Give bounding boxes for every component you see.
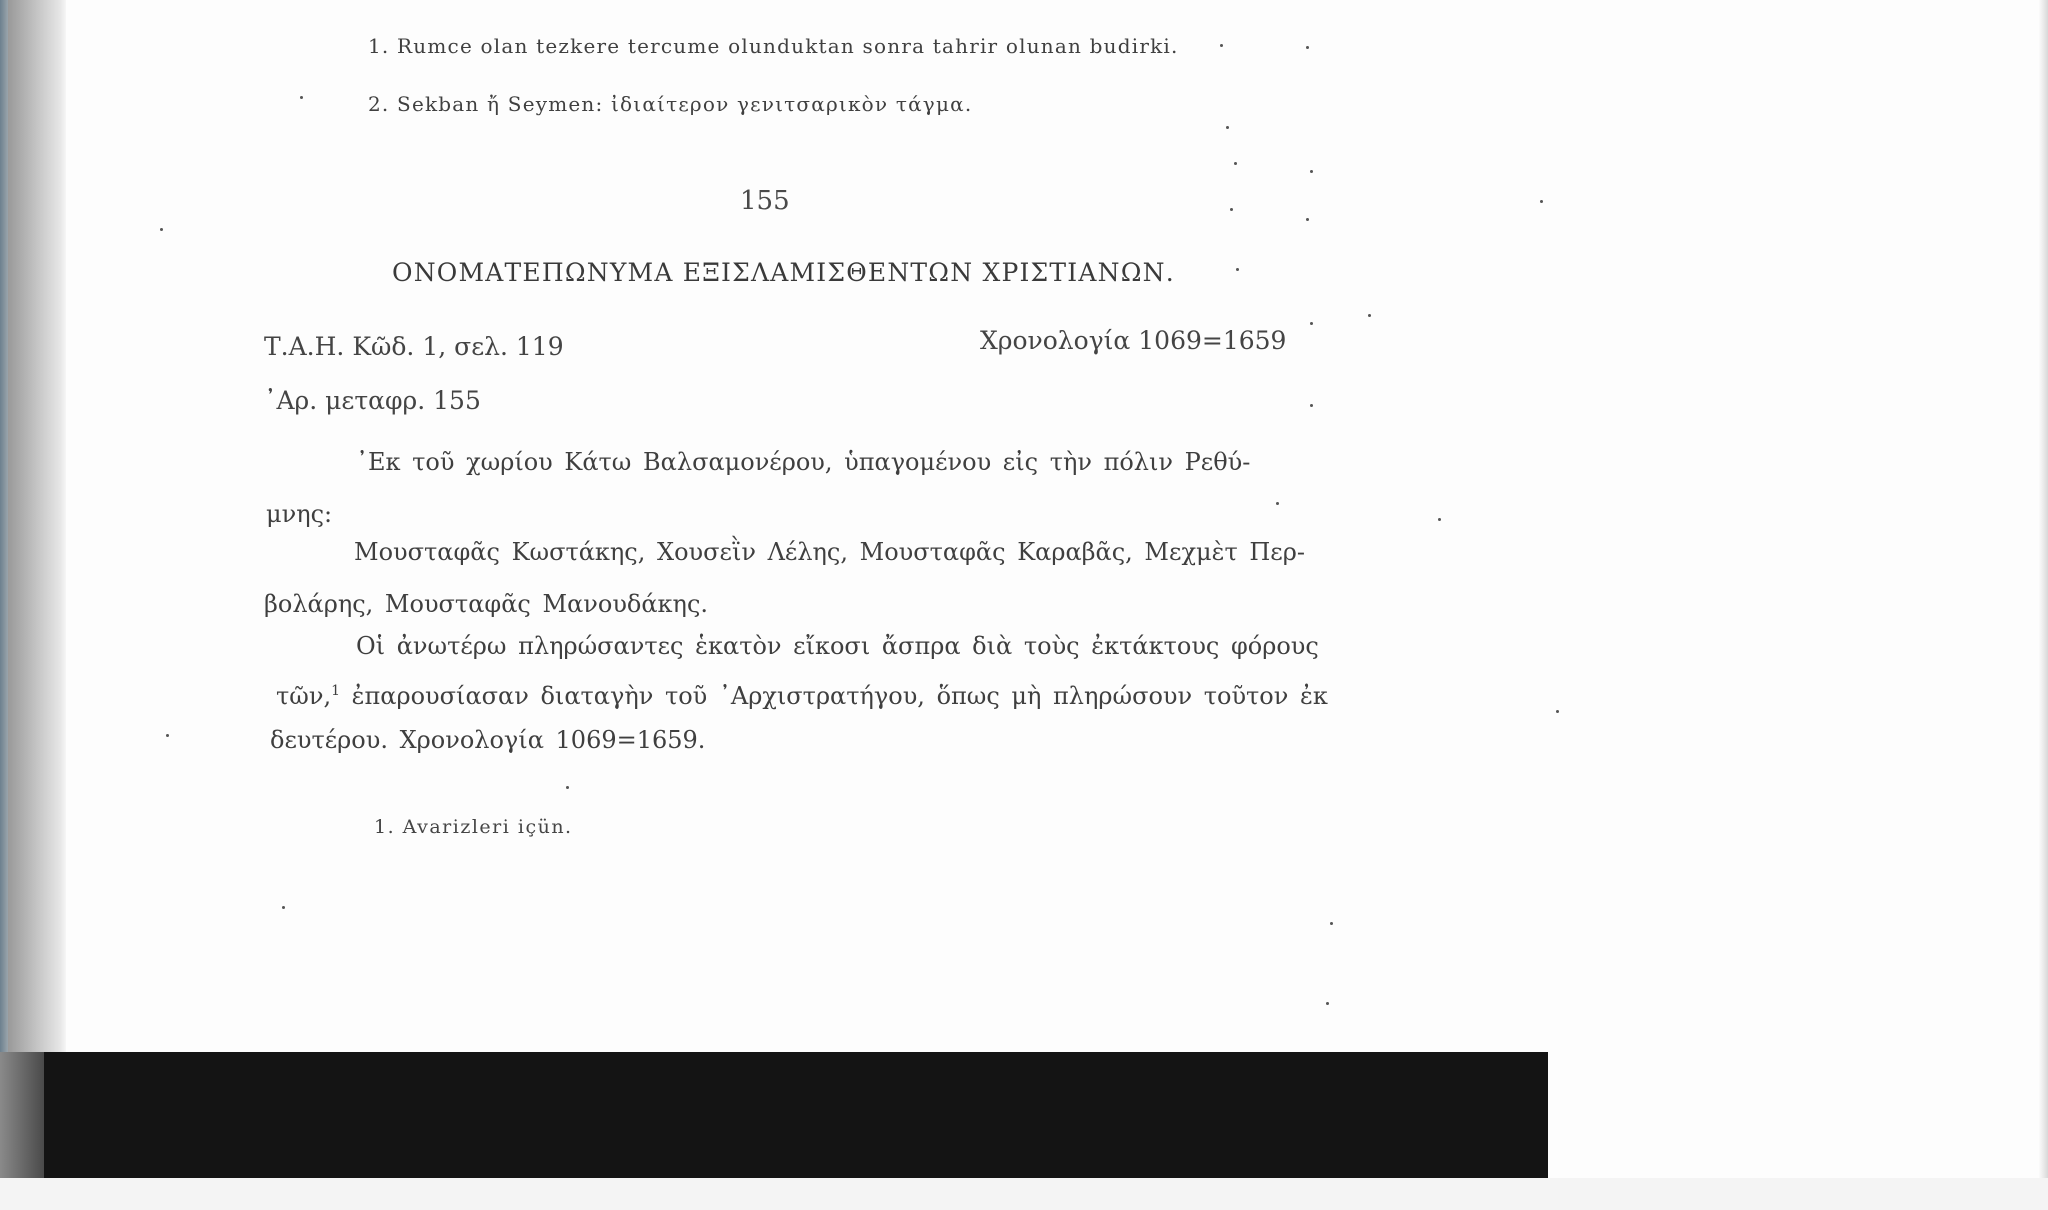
source-reference: Τ.Α.Η. Κῶδ. 1, σελ. 119	[264, 332, 564, 361]
paragraph-2-line-2-start: τῶν,	[276, 682, 332, 710]
scan-speck	[1330, 922, 1333, 925]
paragraph-1-line-1: ᾿Εκ τοῦ χωρίου Κάτω Βαλσαμονέρου, ὑπαγομένου εἰς τὴν πόλιν Ρεθύ-	[356, 448, 1251, 476]
scan-speck	[1230, 208, 1233, 211]
footnote-marker: 1	[331, 683, 340, 699]
scan-speck	[1234, 162, 1237, 165]
translation-number: ᾿Αρ. μεταφρ. 155	[264, 386, 481, 415]
document-title: ΟΝΟΜΑΤΕΠΩΝΥΜΑ ΕΞΙΣΛΑΜΙΣΘΕΝΤΩΝ ΧΡΙΣΤΙΑΝΩΝ.	[392, 258, 1175, 287]
scan-speck	[1368, 314, 1371, 317]
page-right-edge	[2038, 0, 2048, 1210]
scan-speck	[1556, 710, 1559, 713]
scan-speck	[1306, 46, 1309, 49]
names-line-1: Μουσταφᾶς Κωστάκης, Χουσεῒν Λέλης, Μουσταφᾶς Καραβᾶς, Μεχμὲτ Περ-	[354, 538, 1305, 566]
scan-speck	[1438, 518, 1441, 521]
scan-dark-band	[44, 1052, 1548, 1178]
paragraph-2-line-3: δευτέρου. Χρονολογία 1069=1659.	[270, 726, 706, 754]
scan-speck	[1326, 1002, 1329, 1005]
scan-speck	[160, 228, 163, 231]
scan-speck	[1220, 44, 1223, 47]
scan-speck	[1310, 322, 1313, 325]
names-line-2: βολάρης, Μουσταφᾶς Μανουδάκης.	[264, 590, 709, 618]
scan-speck	[300, 96, 303, 99]
book-binding-shadow	[0, 0, 66, 1210]
scan-speck	[1236, 268, 1239, 271]
footnote-bottom: 1. Avarizleri içün.	[374, 816, 573, 838]
paragraph-2-line-2	[276, 682, 1328, 710]
scan-speck	[1310, 170, 1313, 173]
scan-speck	[1540, 200, 1543, 203]
date-reference: Χρονολογία 1069=1659	[980, 326, 1287, 355]
paragraph-2-line-2-rest: ἐπαρουσίασαν διαταγὴν τοῦ ᾿Αρχιστρατήγου, ὅπως μὴ πληρώσουν τοῦτον ἐκ	[351, 682, 1328, 710]
scan-speck	[1226, 126, 1229, 129]
binding-edge	[0, 0, 8, 1210]
footnote-top-1: 1. Rumce olan tezkere tercume olunduktan sonra tahrir olunan budirki.	[368, 34, 1179, 58]
paragraph-1-line-2: μνης:	[266, 500, 333, 528]
scan-speck	[1276, 502, 1279, 505]
scan-bottom-strip	[0, 1178, 2048, 1210]
footnote-top-2: 2. Sekban ἤ Seymen: ἰδιαίτερον γενιτσαρικὸν τάγμα.	[368, 92, 973, 116]
scan-speck	[1310, 404, 1313, 407]
paragraph-2-line-1: Οἱ ἀνωτέρω πληρώσαντες ἑκατὸν εἴκοσι ἄσπρα διὰ τοὺς ἐκτάκτους φόρους	[356, 632, 1319, 660]
page-number: 155	[740, 186, 790, 216]
scan-speck	[566, 786, 569, 789]
scan-speck	[1306, 218, 1309, 221]
scan-speck	[166, 734, 169, 737]
scan-speck	[282, 906, 285, 909]
